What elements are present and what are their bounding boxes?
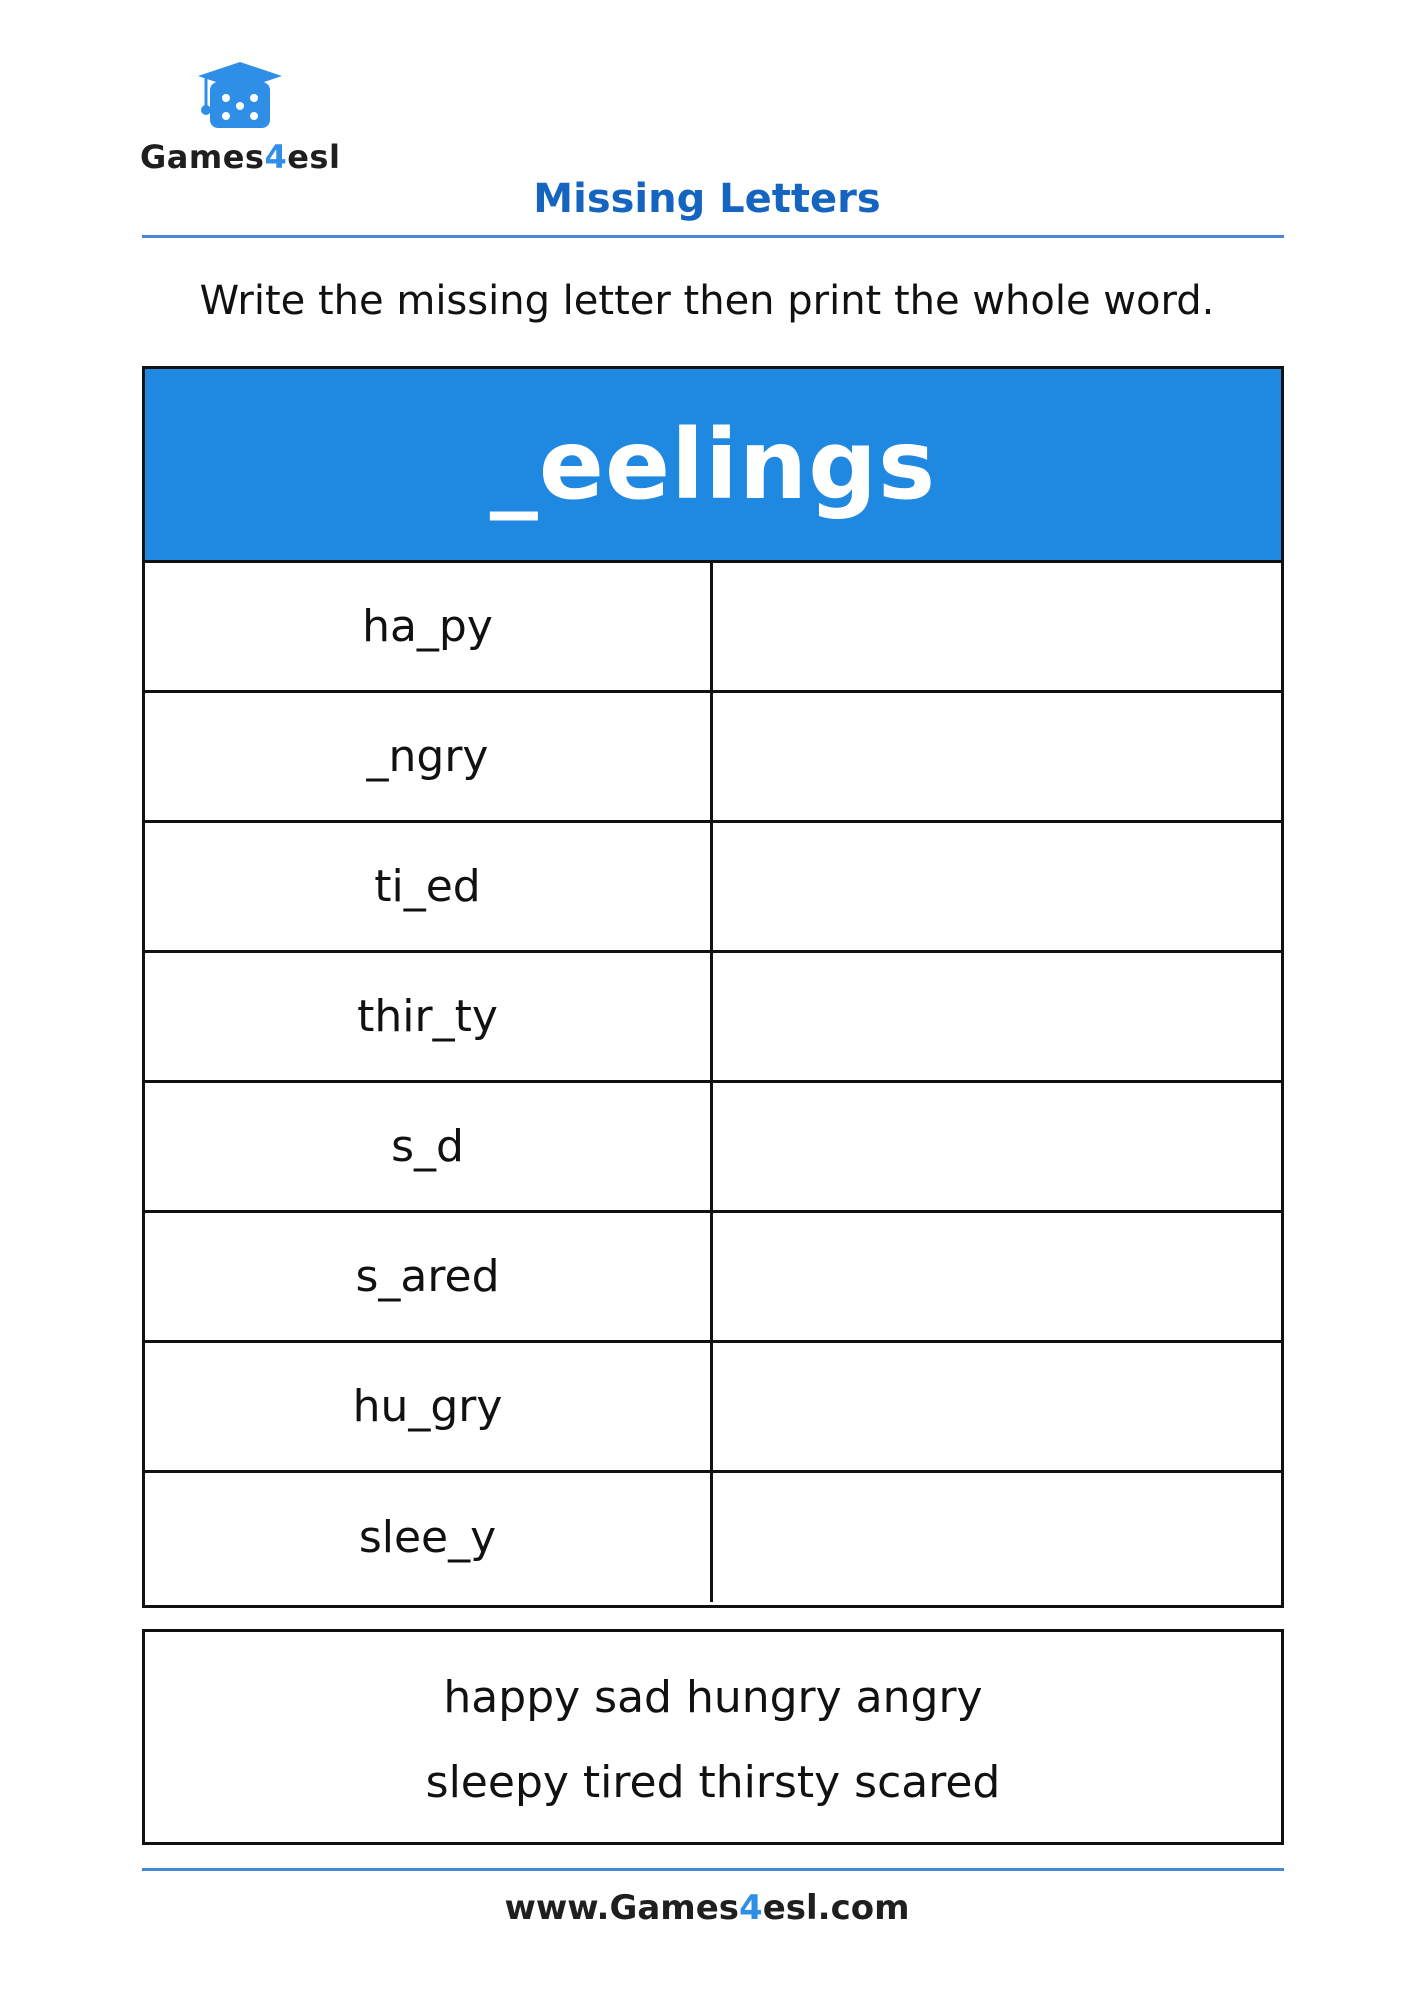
worksheet-table xyxy=(142,366,1284,1608)
answer-cell[interactable] xyxy=(713,823,1281,950)
answer-cell[interactable] xyxy=(713,1343,1281,1470)
table-row xyxy=(145,693,1281,823)
answer-cell[interactable] xyxy=(713,693,1281,820)
logo-wordmark: Games4esl xyxy=(140,138,341,176)
page-title: Missing Letters xyxy=(533,176,881,222)
table-row xyxy=(145,1343,1281,1473)
games4esl-logo xyxy=(140,54,340,184)
missing-letter-word: hu_gry xyxy=(145,1343,713,1470)
table-row xyxy=(145,953,1281,1083)
answer-cell[interactable] xyxy=(713,1213,1281,1340)
instruction-text: Write the missing letter then print the whole word. xyxy=(199,278,1215,324)
bottom-divider xyxy=(142,1868,1284,1871)
missing-letter-word: ha_py xyxy=(145,563,713,690)
missing-letter-word: thir_ty xyxy=(145,953,713,1080)
table-row xyxy=(145,563,1281,693)
missing-letter-word: s_d xyxy=(145,1083,713,1210)
answer-cell[interactable] xyxy=(713,1083,1281,1210)
word-bank xyxy=(142,1629,1284,1845)
worksheet-heading-text: _eelings xyxy=(489,408,937,521)
table-row xyxy=(145,1213,1281,1343)
footer-url[interactable]: www.Games4esl.com xyxy=(504,1888,910,1928)
graduation-dice-icon xyxy=(192,56,288,134)
answer-cell[interactable] xyxy=(713,563,1281,690)
missing-letter-word: ti_ed xyxy=(145,823,713,950)
top-divider xyxy=(142,235,1284,238)
table-row xyxy=(145,1083,1281,1213)
word-bank-line: sleepy tired thirsty scared xyxy=(425,1757,1001,1808)
worksheet-heading xyxy=(145,369,1281,563)
answer-cell[interactable] xyxy=(713,953,1281,1080)
answer-cell[interactable] xyxy=(713,1473,1281,1602)
missing-letter-word: s_ared xyxy=(145,1213,713,1340)
missing-letter-word: _ngry xyxy=(145,693,713,820)
table-row xyxy=(145,1473,1281,1602)
missing-letter-word: slee_y xyxy=(145,1473,713,1602)
table-row xyxy=(145,823,1281,953)
word-bank-line: happy sad hungry angry xyxy=(443,1672,983,1723)
